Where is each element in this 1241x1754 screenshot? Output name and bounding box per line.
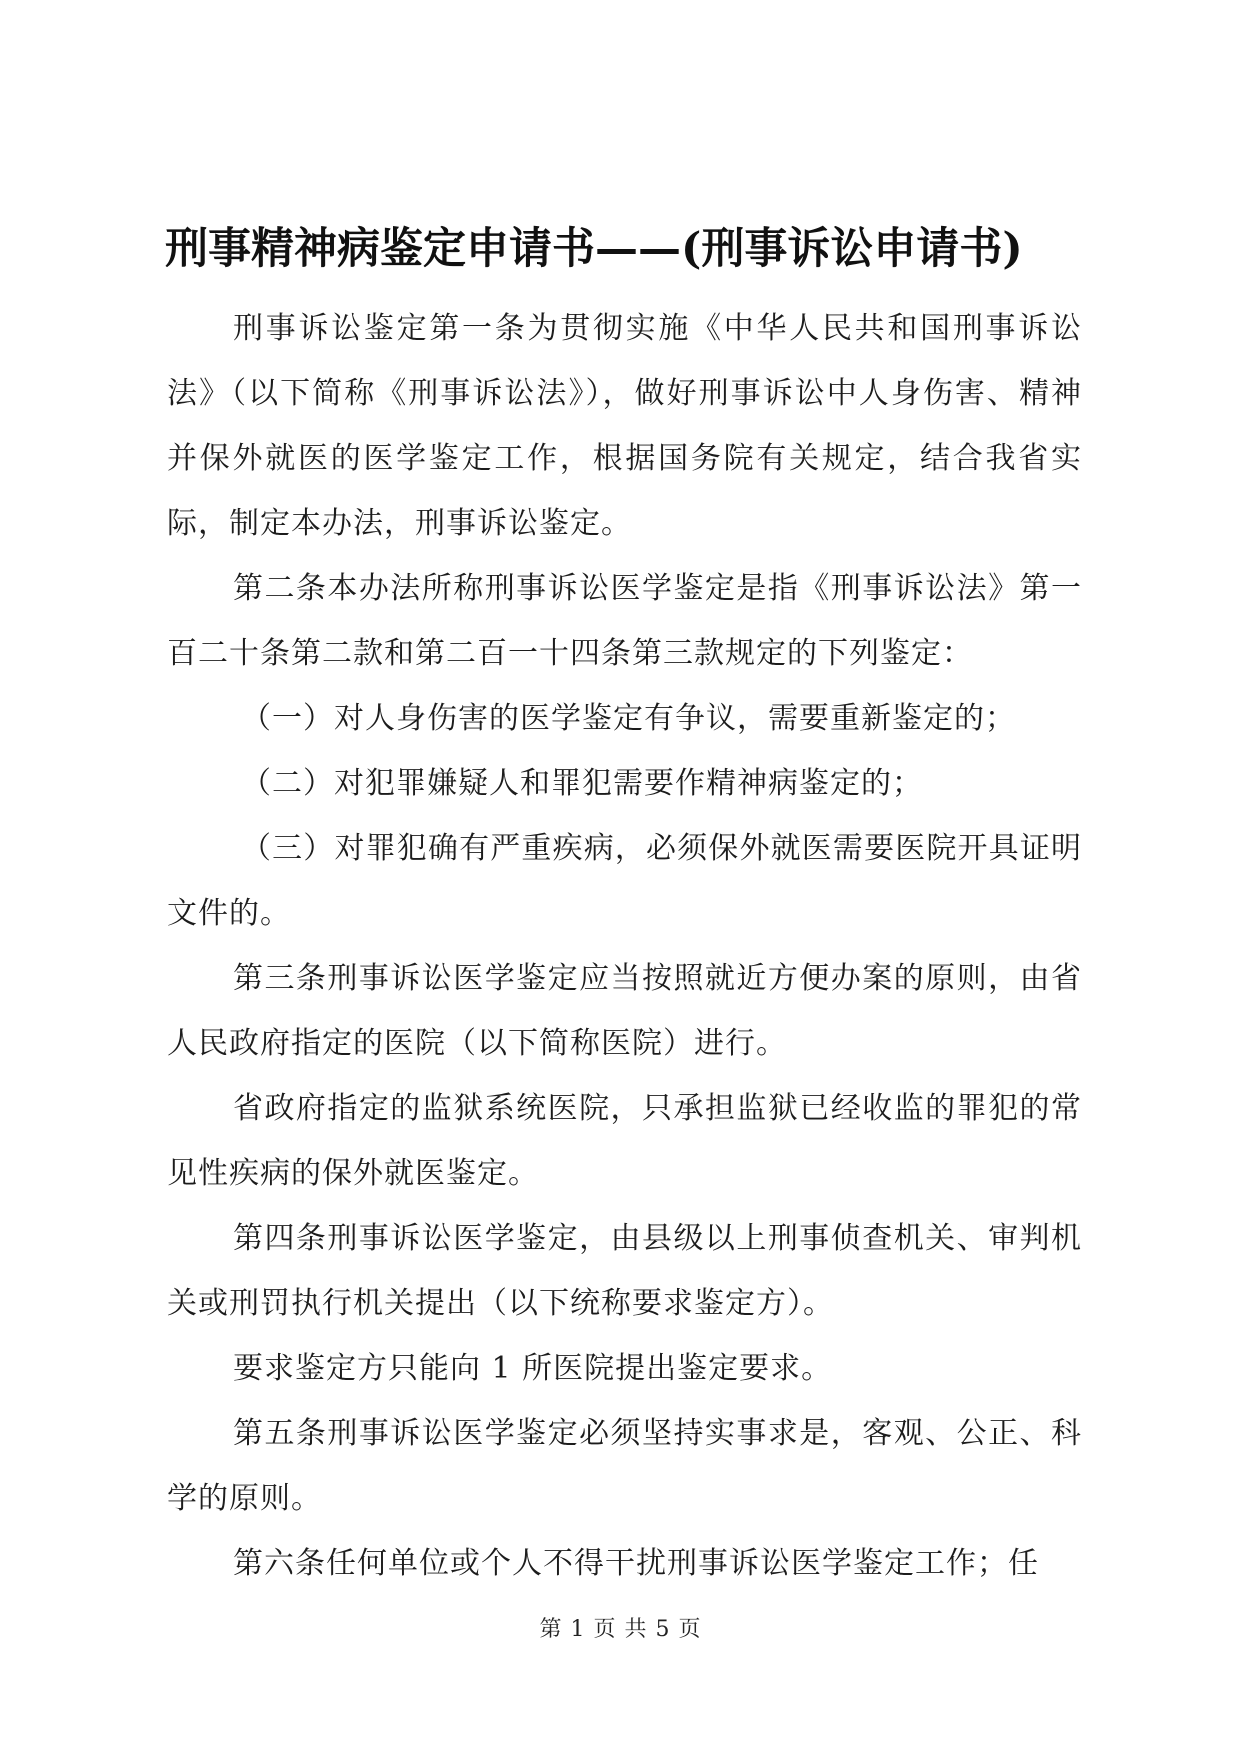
paragraph-one-hospital: 要求鉴定方只能向 1 所医院提出鉴定要求。 [233, 1351, 833, 1386]
paragraph-item-3: （三）对罪犯确有严重疾病，必须保外就医需要医院开具证明文件的。 [167, 831, 1082, 931]
paragraph-article-5: 第五条刑事诉讼医学鉴定必须坚持实事求是，客观、公正、科学的原则。 [167, 1416, 1082, 1516]
paragraph-item-1: （一）对人身伤害的医学鉴定有争议，需要重新鉴定的； [241, 701, 1016, 736]
paragraph-article-6: 第六条任何单位或个人不得干扰刑事诉讼医学鉴定工作；任 [233, 1546, 1039, 1581]
paragraph-article-2: 第二条本办法所称刑事诉讼医学鉴定是指《刑事诉讼法》第一百二十条第二款和第二百一十四条第三款规定的下列鉴定： [167, 571, 1082, 671]
paragraph-article-4: 第四条刑事诉讼医学鉴定，由县级以上刑事侦查机关、审判机关或刑罚执行机关提出（以下统称要求鉴定方）。 [167, 1221, 1082, 1321]
paragraph-article-1: 刑事诉讼鉴定第一条为贯彻实施《中华人民共和国刑事诉讼法》（以下简称《刑事诉讼法》），做好刑事诉讼中人身伤害、精神并保外就医的医学鉴定工作，根据国务院有关规定，结合我省实际，制定本办法，刑事诉讼鉴定。 [167, 311, 1082, 541]
document-body [167, 296, 1082, 1596]
paragraph-item-2: （二）对犯罪嫌疑人和罪犯需要作精神病鉴定的； [241, 766, 923, 801]
paragraph-prison-hospital: 省政府指定的监狱系统医院，只承担监狱已经收监的罪犯的常见性疾病的保外就医鉴定。 [167, 1091, 1082, 1191]
paragraph-article-3: 第三条刑事诉讼医学鉴定应当按照就近方便办案的原则，由省人民政府指定的医院（以下简称医院）进行。 [167, 961, 1082, 1061]
page-number-footer: 第 1 页 共 5 页 [539, 1617, 702, 1642]
document-title: 刑事精神病鉴定申请书——(刑事诉讼申请书) [165, 224, 1023, 274]
